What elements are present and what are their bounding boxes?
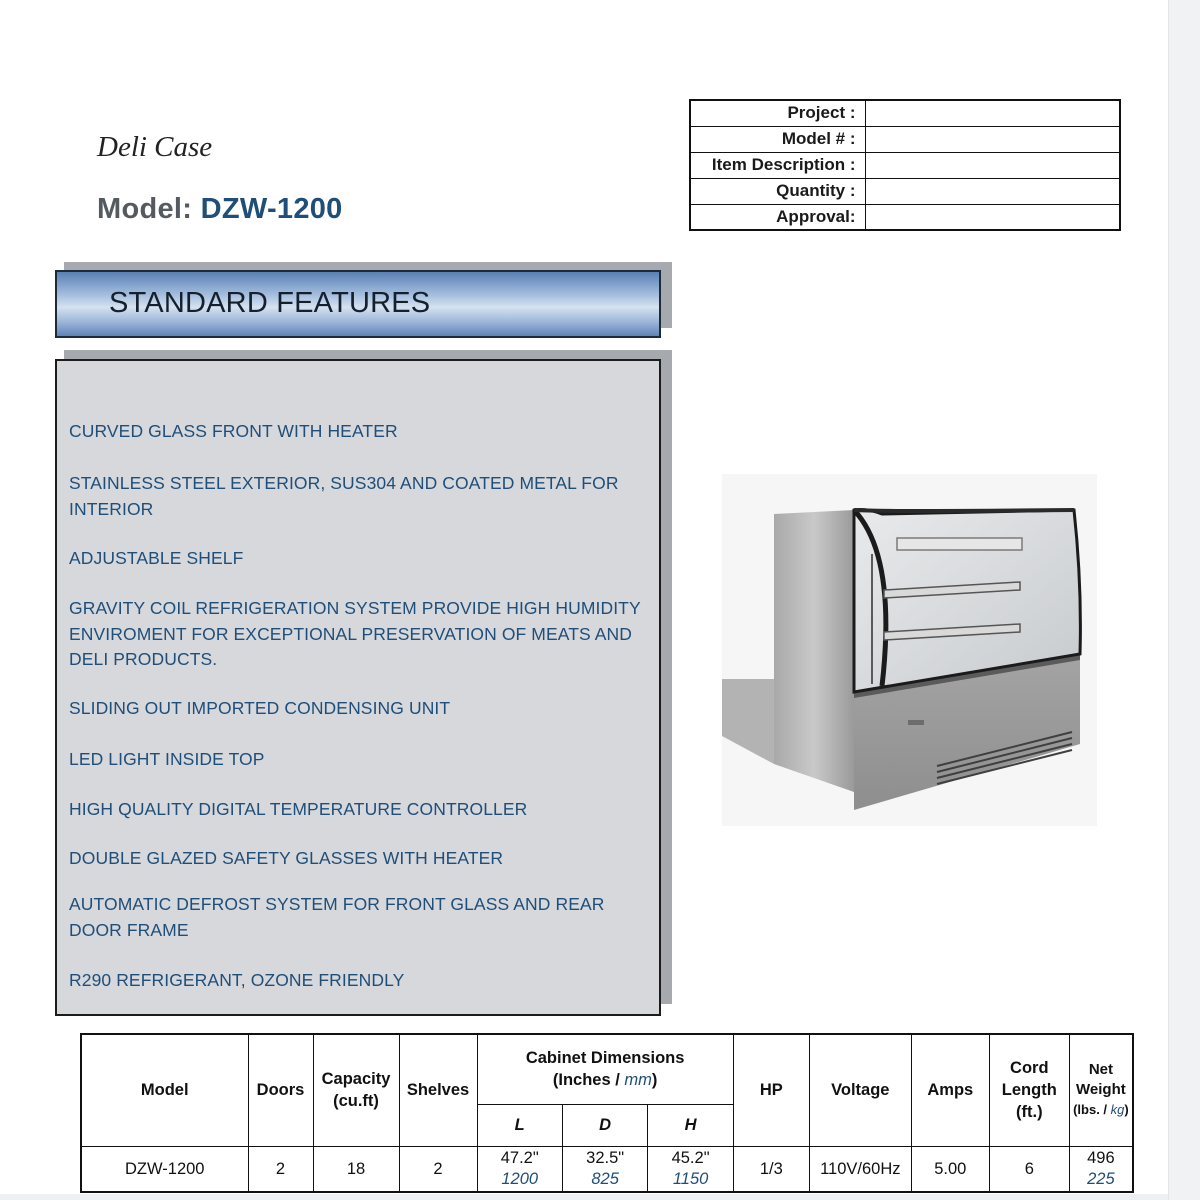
header-cord-length (989, 1034, 1069, 1146)
feature-item: R290 REFRIGERANT, OZONE FRIENDLY (69, 970, 405, 990)
header-weight-line: Weight (1076, 1081, 1126, 1099)
feature-item: DOUBLE GLAZED SAFETY GLASSES WITH HEATER (69, 848, 504, 868)
cell-model: DZW-1200 (81, 1146, 248, 1192)
item-description-label: Item Description : (690, 152, 865, 178)
header-voltage: Voltage (809, 1034, 911, 1146)
feature-item: HIGH QUALITY DIGITAL TEMPERATURE CONTROLLER (69, 799, 528, 819)
project-row (690, 100, 1120, 126)
model-value: DZW-1200 (200, 193, 343, 225)
cell-depth (562, 1146, 647, 1192)
item-description-row (690, 152, 1120, 178)
cell-height (648, 1146, 733, 1192)
spec-header-row (81, 1034, 1133, 1104)
length-inches: 47.2" (500, 1148, 539, 1167)
project-label: Project : (690, 100, 865, 126)
quantity-row (690, 178, 1120, 204)
features-list (55, 359, 661, 1016)
feature-item: CURVED GLASS FRONT WITH HEATER (69, 421, 398, 441)
cell-capacity: 18 (313, 1146, 399, 1192)
specification-table (80, 1033, 1134, 1193)
cell-hp: 1/3 (733, 1146, 809, 1192)
feature-item: GRAVITY COIL REFRIGERATION SYSTEM PROVIDE HIGH HUMIDITY ENVIROMENT FOR EXCEPTIONAL PRESERVATION OF MEATS AND DELI PRODUCTS. (69, 598, 641, 669)
unit-close: ) (1124, 1102, 1129, 1118)
quantity-value[interactable] (865, 178, 1120, 204)
document-subtitle: Deli Case (97, 131, 213, 163)
feature-item: AUTOMATIC DEFROST SYSTEM FOR FRONT GLASS AND REAR DOOR FRAME (69, 894, 605, 940)
page-edge (1168, 0, 1200, 1200)
unit-mm: mm (624, 1071, 652, 1090)
unit-lbs: (lbs. / (1073, 1102, 1111, 1118)
header-cord-line: Cord (1010, 1059, 1049, 1078)
header-doors: Doors (248, 1034, 313, 1146)
model-number-value[interactable] (865, 126, 1120, 152)
cell-weight (1069, 1146, 1133, 1192)
header-cord-line: Length (1001, 1081, 1057, 1100)
header-amps: Amps (911, 1034, 989, 1146)
header-cabinet-dimensions (477, 1034, 733, 1104)
approval-row (690, 204, 1120, 230)
model-label: Model: (97, 193, 193, 225)
cell-voltage: 110V/60Hz (809, 1146, 911, 1192)
features-header (55, 270, 661, 338)
deli-case-photo (722, 474, 1097, 826)
cell-cord: 6 (989, 1146, 1069, 1192)
approval-value[interactable] (865, 204, 1120, 230)
item-description-value[interactable] (865, 152, 1120, 178)
header-cabinet-unit (478, 1069, 733, 1091)
depth-inches: 32.5" (586, 1148, 625, 1167)
header-shelves: Shelves (399, 1034, 477, 1146)
spec-data-row (81, 1146, 1133, 1192)
features-title: STANDARD FEATURES (109, 287, 431, 319)
height-inches: 45.2" (671, 1148, 710, 1167)
header-weight-line: Net (1088, 1061, 1113, 1079)
page-bottom-edge (0, 1194, 1168, 1200)
weight-lbs: 496 (1087, 1148, 1115, 1167)
header-net-weight (1069, 1034, 1133, 1146)
cell-amps: 5.00 (911, 1146, 989, 1192)
feature-item: SLIDING OUT IMPORTED CONDENSING UNIT (69, 698, 451, 718)
feature-item: STAINLESS STEEL EXTERIOR, SUS304 AND COATED METAL FOR INTERIOR (69, 473, 619, 519)
header-depth: D (562, 1104, 647, 1146)
cell-doors: 2 (248, 1146, 313, 1192)
height-mm: 1150 (672, 1169, 709, 1188)
quantity-label: Quantity : (690, 178, 865, 204)
header-capacity-label: Capacity (321, 1070, 391, 1089)
model-heading (97, 193, 343, 226)
length-mm: 1200 (501, 1169, 539, 1188)
unit-close: ) (651, 1071, 658, 1090)
depth-mm: 825 (591, 1169, 619, 1188)
weight-kg: 225 (1087, 1169, 1115, 1188)
model-number-row (690, 126, 1120, 152)
project-info-box (689, 99, 1121, 231)
project-value[interactable] (865, 100, 1120, 126)
feature-item: ADJUSTABLE SHELF (69, 548, 244, 568)
approval-label: Approval: (690, 204, 865, 230)
header-length: L (477, 1104, 562, 1146)
unit-inches: (Inches / (552, 1071, 625, 1090)
model-number-label: Model # : (690, 126, 865, 152)
header-height: H (648, 1104, 733, 1146)
header-model: Model (81, 1034, 248, 1146)
unit-kg: kg (1110, 1102, 1125, 1118)
header-weight-unit (1070, 1100, 1132, 1120)
header-capacity (313, 1034, 399, 1146)
cell-length (477, 1146, 562, 1192)
header-cord-line: (ft.) (1016, 1103, 1043, 1122)
cell-shelves: 2 (399, 1146, 477, 1192)
header-hp: HP (733, 1034, 809, 1146)
header-cabinet-label: Cabinet Dimensions (525, 1049, 685, 1068)
header-capacity-unit: (cu.ft) (333, 1092, 379, 1111)
feature-item: LED LIGHT INSIDE TOP (69, 749, 265, 769)
